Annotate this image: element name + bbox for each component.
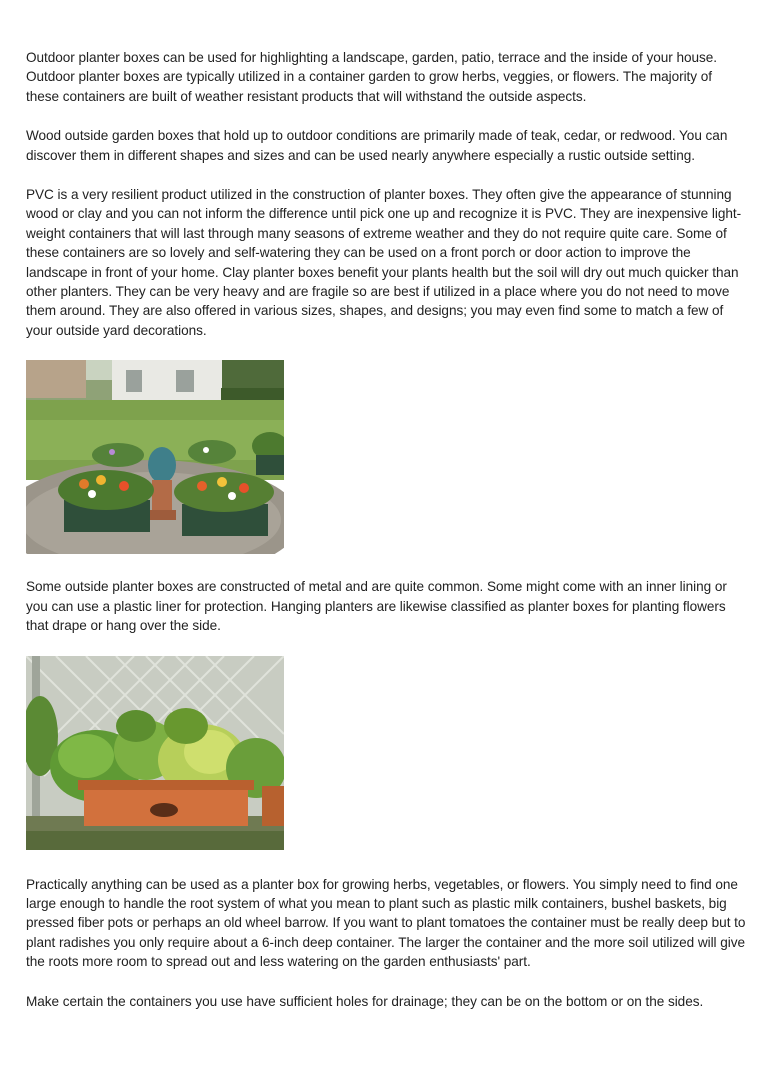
paragraph-intro: Outdoor planter boxes can be used for highlighting a landscape, garden, patio, terrace and the inside of your house. Outdoor planter boxes are typically utilized in a container garden to grow herbs, veggies, or flowers. The majority of these containers are built of weather resistant products that will withstand the outside aspects.: [26, 50, 717, 104]
paragraph-anything: Practically anything can be used as a planter box for growing herbs, vegetables, or flowers. You simply need to find one large enough to handle the root system of what you mean to plant such as plastic milk containers, bushel baskets, big pressed fiber pots or perhaps an old wheel barrow. If you want to plant tomatoes the container must be really deep but to plant radishes you only require about a 6-inch deep container. The larger the container and the more soil utilized will give the roots more room to spread out and less watering on the garden enthusiasts' part.: [26, 876, 746, 970]
photo-lettuce-planter: [26, 656, 284, 850]
paragraph-metal: Some outside planter boxes are constructed of metal and are quite common. Some might come with an inner lining or you can use a plastic liner for protection. Hanging planters are likewise classified as planter boxes for planting flowers that drape or hang over the side.: [26, 579, 727, 634]
paragraph-drainage: Make certain the containers you use have sufficient holes for drainage; they can be on the bottom or on the sides.: [26, 993, 704, 1009]
document-body: [26, 48, 746, 1011]
paragraph-wood: Wood outside garden boxes that hold up to outdoor conditions are primarily made of teak, cedar, or redwood. You can discover them in different shapes and sizes and can be used nearly anywhere especially a rustic outside setting.: [26, 128, 728, 163]
paragraph-pvc-clay: PVC is a very resilient product utilized in the construction of planter boxes. They often give the appearance of stunning wood or clay and you can not inform the difference until pick one up and recognize it is PVC. They are inexpensive light-weight containers that will last through many seasons of extreme weather and they do not require quite care. Some of these containers are so lovely and self-watering they can be used on a front porch or door action to improve the landscape in front of your home. Clay planter boxes benefit your plants health but the soil will dry out much quicker than other planters. They can be very heavy and are fragile so are best if utilized in a place where you do not need to move them around. They are also offered in various sizes, shapes, and designs; you may even find some to match a few of your outside yard decorations.: [26, 187, 742, 338]
photo-garden-planters: [26, 360, 284, 554]
